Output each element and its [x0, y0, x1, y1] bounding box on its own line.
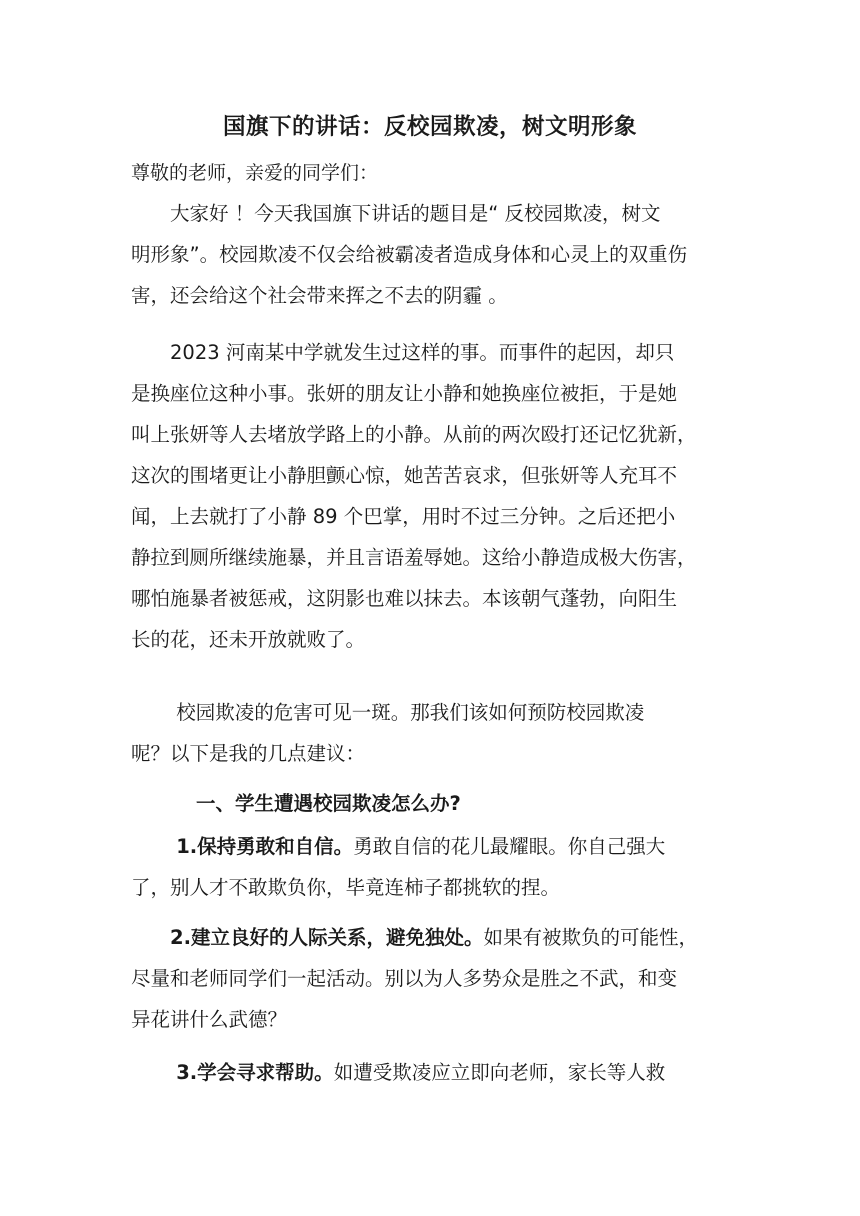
- story-paragraph: [131, 332, 733, 660]
- intro-line: 害，还会给这个社会带来挥之不去的阴霾 。: [131, 284, 508, 307]
- tip-3-text: 如遭受欺凌应立即向老师，家长等人救: [333, 1061, 666, 1084]
- tip-2-text: 如果有被欺负的可能性，: [483, 926, 699, 949]
- tip-2-paragraph: [131, 917, 733, 1040]
- tip-2-line: 异花讲什么武德？: [131, 1008, 288, 1031]
- tip-2-lead: 2.建立良好的人际关系，避免独处。: [170, 926, 484, 949]
- tip-1-first-line: [131, 826, 733, 867]
- tip-3-lead: 3.学会寻求帮助。: [176, 1061, 334, 1084]
- transition-line: 呢？以下是我的几点建议：: [131, 742, 366, 765]
- tip-1-paragraph: [131, 826, 733, 908]
- tip-2-first-line: [131, 917, 733, 958]
- story-line: 哪怕施暴者被惩戒，这阴影也难以抹去。本该朝气蓬勃，向阳生: [131, 587, 678, 610]
- story-line: 这次的围堵更让小静胆颤心惊，她苦苦哀求，但张妍等人充耳不: [131, 464, 678, 487]
- document-title: 国旗下的讲话：反校园欺凌，树文明形象: [222, 114, 637, 140]
- tip-1-text: 勇敢自信的花儿最耀眼。你自己强大: [353, 835, 666, 858]
- story-line: 是换座位这种小事。张妍的朋友让小静和她换座位被拒，于是她: [131, 382, 678, 405]
- intro-line: 大家好 ！今天我国旗下讲话的题目是“ 反校园欺凌，树文: [131, 202, 661, 225]
- story-line: 长的花，还未开放就败了。: [131, 628, 366, 651]
- tip-3-paragraph: [131, 1052, 733, 1093]
- transition-line: 校园欺凌的危害可见一斑。那我们该如何预防校园欺凌: [131, 701, 645, 724]
- section-heading: 一、学生遭遇校园欺凌怎么办?: [196, 792, 461, 815]
- story-line: 2023 河南某中学就发生过这样的事。而事件的起因，却只: [131, 341, 675, 364]
- intro-paragraph: [131, 193, 733, 316]
- transition-paragraph: [131, 692, 733, 774]
- greeting: 尊敬的老师，亲爱的同学们：: [131, 162, 379, 184]
- story-line: 叫上张妍等人去堵放学路上的小静。从前的两次殴打还记忆犹新，: [131, 423, 697, 446]
- tip-3-first-line: [131, 1052, 733, 1093]
- story-line: 闻，上去就打了小静 89 个巴掌，用时不过三分钟。之后还把小: [131, 505, 676, 528]
- intro-line: 明形象”。校园欺凌不仅会给被霸凌者造成身体和心灵上的双重伤: [131, 243, 688, 266]
- tip-1-line: 了，别人才不敢欺负你，毕竟连柿子都挑软的捏。: [131, 876, 561, 899]
- tip-2-line: 尽量和老师同学们一起活动。别以为人多势众是胜之不武，和变: [131, 967, 678, 990]
- story-line: 静拉到厕所继续施暴，并且言语羞辱她。这给小静造成极大伤害，: [131, 546, 697, 569]
- tip-1-lead: 1.保持勇敢和自信。: [176, 835, 354, 858]
